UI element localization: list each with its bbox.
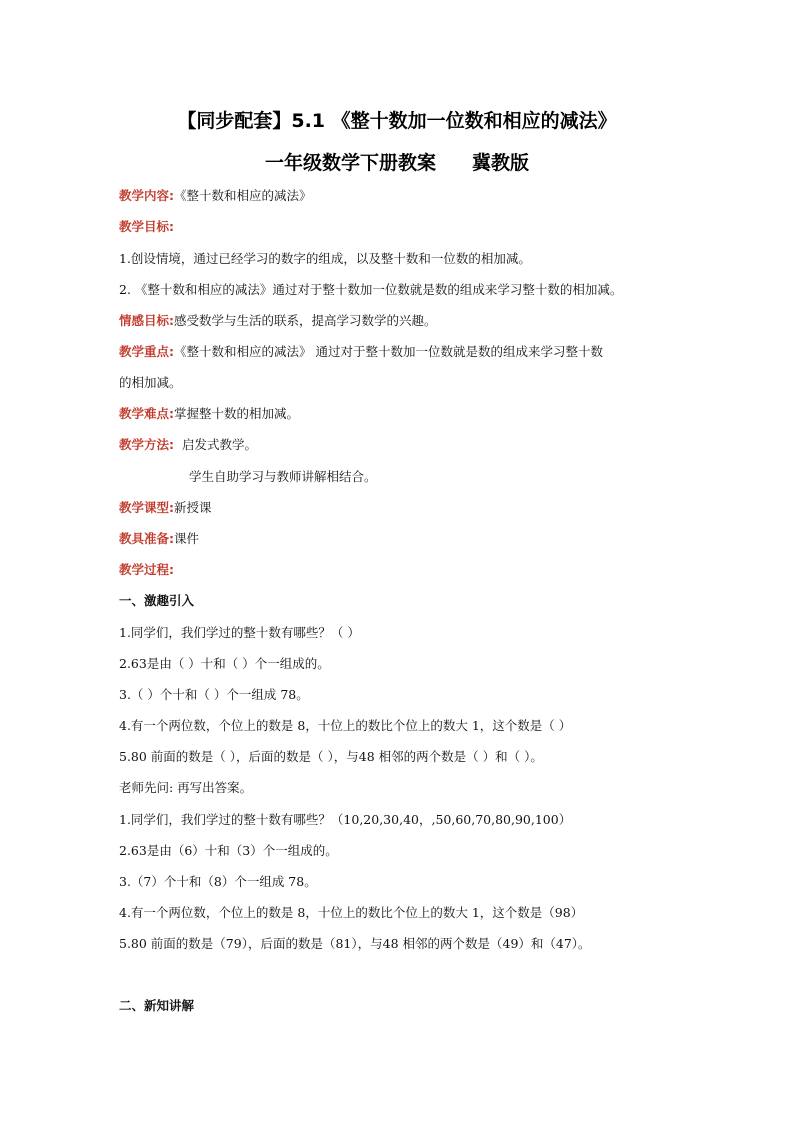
tools-value: 课件 (174, 531, 200, 546)
tools-label: 教具准备: (119, 531, 174, 546)
goal-row (119, 219, 174, 235)
tools-row (119, 531, 199, 547)
document-subtitle (0, 148, 794, 175)
type-row (119, 500, 212, 516)
question-4: 4.有一个两位数，个位上的数是 8，十位上的数比个位上的数大 1，这个数是（ ） (119, 718, 572, 733)
method-value-2: 学生自助学习与教师讲解相结合。 (189, 469, 377, 484)
focus-label: 教学重点: (119, 344, 174, 359)
content-label: 教学内容: (119, 188, 174, 203)
emotion-value: 感受数学与生活的联系，提高学习数学的兴趣。 (174, 313, 437, 328)
goal-item-2: 2. 《整十数和相应的减法》通过对于整十数加一位数就是数的组成来学习整十数的相加减。 (119, 282, 623, 297)
focus-continuation: 的相加减。 (119, 375, 182, 390)
answer-4: 4.有一个两位数，个位上的数是 8，十位上的数比个位上的数大 1，这个数是（98） (119, 905, 584, 920)
difficulty-value: 掌握整十数的相加减。 (174, 406, 300, 421)
section-1-heading: 一、激趣引入 (119, 593, 195, 608)
answer-2: 2.63是由（6）十和（3）个一组成的。 (119, 843, 338, 858)
question-5: 5.80 前面的数是（ ），后面的数是（ ），与48 相邻的两个数是（ ）和（ ）。 (119, 749, 543, 764)
method-label: 教学方法: (119, 437, 174, 452)
emotion-label: 情感目标: (119, 313, 174, 328)
method-row (119, 437, 257, 453)
focus-value: 《整十数和相应的减法》 通过对于整十数加一位数就是数的组成来学习整十数 (174, 344, 603, 359)
difficulty-row (119, 406, 299, 422)
type-label: 教学课型: (119, 500, 174, 515)
question-2: 2.63是由（ ）十和（ ）个一组成的。 (119, 656, 330, 671)
method-value-1: 启发式教学。 (182, 437, 258, 452)
question-1: 1.同学们，我们学过的整十数有哪些？（ ） (119, 625, 360, 640)
difficulty-label: 教学难点: (119, 406, 174, 421)
section-2-heading: 二、新知讲解 (119, 998, 195, 1013)
process-row (119, 562, 174, 578)
answer-5: 5.80 前面的数是（79），后面的数是（81），与48 相邻的两个数是（49）和（47）。 (119, 936, 591, 951)
goal-item-1: 1.创设情境，通过已经学习的数字的组成，以及整十数和一位数的相加减。 (119, 251, 531, 266)
process-label: 教学过程: (119, 562, 174, 577)
answer-3: 3.（7）个十和（8）个一组成 78。 (119, 874, 317, 889)
document-title: 【同步配套】5.1 《整十数加一位数和相应的减法》 (177, 110, 617, 132)
question-3: 3.（ ）个十和（ ）个一组成 78。 (119, 687, 309, 702)
goal-label: 教学目标: (119, 219, 174, 234)
focus-row (119, 344, 603, 360)
content-row (119, 188, 312, 204)
subtitle-edition: 冀教版 (472, 152, 530, 174)
emotion-row (119, 313, 437, 329)
answer-1: 1.同学们，我们学过的整十数有哪些？（10,20,30,40，,50,60,70,80,90,100） (119, 812, 572, 827)
subtitle-grade: 一年级数学下册教案 (264, 152, 436, 174)
content-value: 《整十数和相应的减法》 (174, 188, 312, 203)
type-value: 新授课 (174, 500, 212, 515)
teacher-note: 老师先问: 再写出答案。 (119, 780, 253, 795)
